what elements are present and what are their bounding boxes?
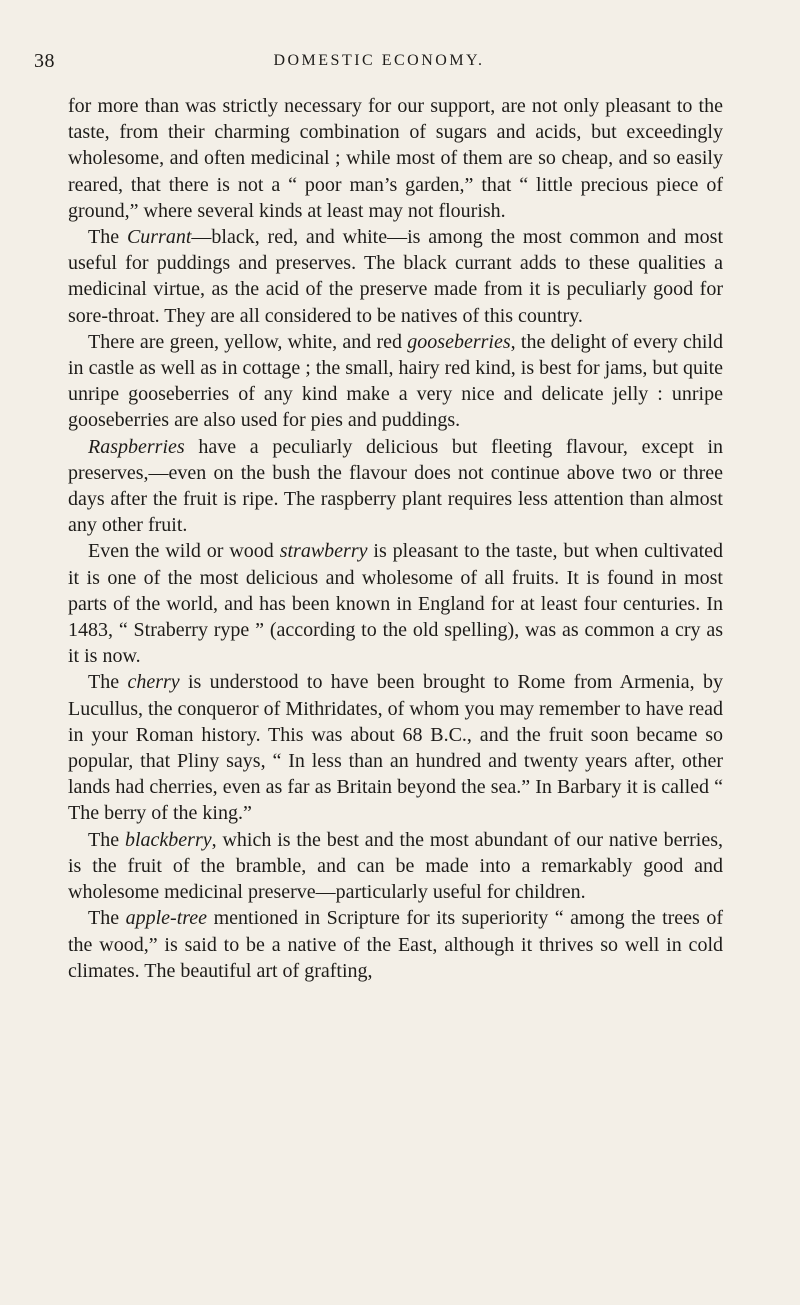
paragraph-text: is pleasant to the taste, but when cultivated it is one of the most delicious and wholesome of all fruits. It is found in most parts of the world, and has been known in England for at least four centuries. In 1483, “ Straberry rype ” (according to the old spelling), was as common a cry as it is now. bbox=[68, 540, 723, 668]
paragraph-blackberry bbox=[68, 827, 723, 906]
paragraph-emphasis: Raspberries bbox=[88, 435, 185, 458]
running-head: DOMESTIC ECONOMY. bbox=[273, 52, 485, 69]
paragraph-emphasis: strawberry bbox=[279, 540, 368, 563]
paragraph-text: The bbox=[88, 226, 127, 249]
paragraph-raspberries bbox=[68, 434, 723, 539]
paragraph-emphasis: blackberry bbox=[124, 828, 212, 851]
paragraph-text: , which is the best and the most abundant of our native berries, is the fruit of the bramble, and can be made into a remarkably good and wholesome medicinal preserve—particularly useful for children. bbox=[68, 828, 723, 904]
paragraph-emphasis: Currant bbox=[126, 226, 192, 249]
paragraph-text: , the delight of every child in castle as well as in cottage ; the small, hairy red kind, is best for jams, but quite unripe gooseberries of any kind make a very nice and delicate jelly : unripe gooseberries are also used for pies and puddings. bbox=[68, 330, 723, 432]
paragraph-text: The bbox=[88, 907, 126, 930]
paragraph-1 bbox=[68, 93, 723, 224]
paragraph-emphasis: cherry bbox=[127, 671, 180, 694]
paragraph-currant bbox=[68, 224, 723, 329]
paragraph-text: There are green, yellow, white, and red bbox=[88, 330, 408, 353]
page-header bbox=[34, 50, 724, 80]
paragraph-text: The bbox=[88, 828, 125, 851]
paragraph-cherry bbox=[68, 669, 723, 826]
page-number: 38 bbox=[34, 50, 55, 72]
paragraph-apple-tree bbox=[68, 905, 723, 984]
paragraph-text: have a peculiarly delicious but fleeting flavour, except in preserves,—even on the bush the flavour does not continue above two or three days after the fruit is ripe. The raspberry plant requires less attention than almost any other fruit. bbox=[68, 435, 723, 537]
paragraph-text: mentioned in Scripture for its superiority “ among the trees of the wood,” is said to be a native of the East, although it thrives so well in cold climates. The beautiful art of grafting, bbox=[68, 907, 723, 982]
paragraph-emphasis: gooseberries bbox=[407, 330, 511, 353]
paragraph-text: Even the wild or wood bbox=[88, 540, 280, 563]
paragraph-text: is understood to have been brought to Rome from Armenia, by Lucullus, the conqueror of Mithridates, of whom you may remember to have read in your Roman history. This was about 68 B.C., and the fruit soon became so popular, that Pliny says, “ In less than an hundred and twenty years after, other lands had cherries, even as far as Britain beyond the sea.” In Barbary it is called “ The berry of the king.” bbox=[68, 671, 723, 825]
paragraph-text: —black, red, and white—is among the most common and most useful for puddings and preserves. The black currant adds to these qualities a medicinal virtue, as the acid of the preserve made from it is peculiarly good for sore-throat. They are all considered to be natives of this country. bbox=[68, 226, 723, 327]
paragraph-emphasis: apple-tree bbox=[125, 907, 208, 930]
paragraph-text: for more than was strictly necessary for our support, are not only pleasant to the taste, from their charming combination of sugars and acids, but exceedingly wholesome, and often medicinal ; while most of them are so cheap, and so easily reared, that there is not a “ poor man’s garden,” that “ little precious piece of ground,” where several kinds at least may not flourish. bbox=[68, 95, 723, 222]
body-text bbox=[68, 93, 723, 984]
paragraph-gooseberries bbox=[68, 329, 723, 434]
paragraph-strawberry bbox=[68, 538, 723, 669]
paragraph-text: The bbox=[88, 671, 128, 694]
